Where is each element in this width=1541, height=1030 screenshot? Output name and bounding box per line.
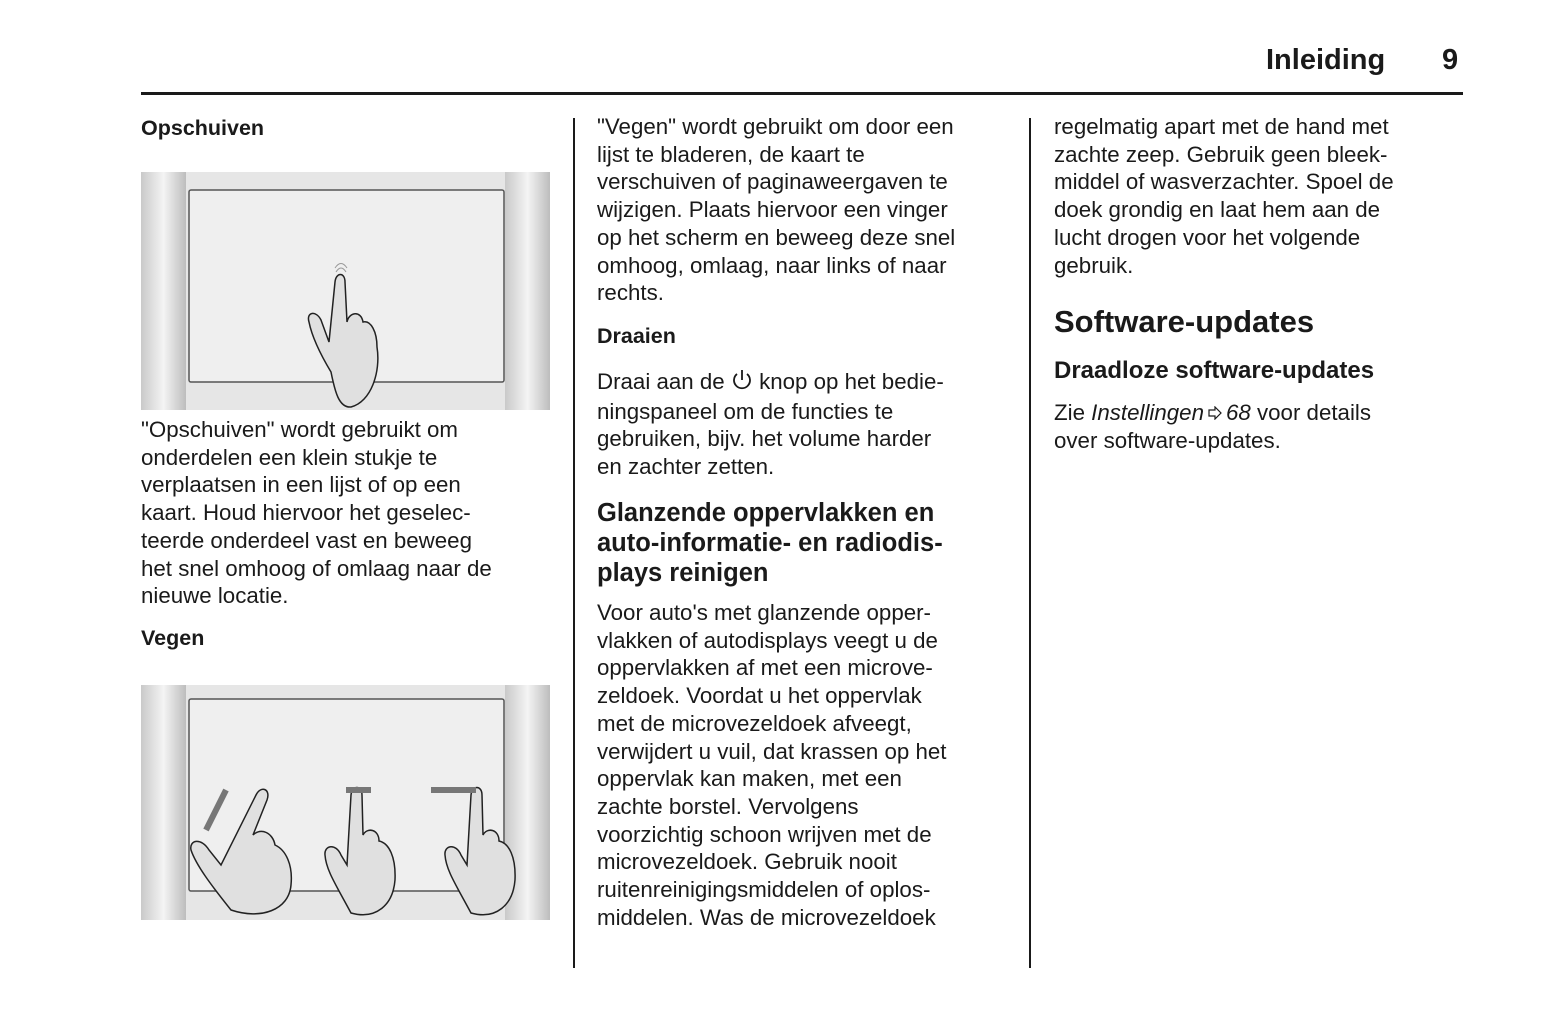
xref-link-instellingen[interactable]: Instellingen (1091, 400, 1204, 425)
text-line: gebruik. (1054, 252, 1134, 278)
arrow-right-icon (1208, 399, 1222, 427)
text: Zie (1054, 400, 1092, 425)
text-line: vlakken of autodisplays veegt u de (597, 627, 938, 653)
text-line: gebruiken, bijv. het volume harder (597, 426, 932, 452)
text-line: het snel omhoog of omlaag naar de (141, 555, 492, 581)
heading-draadloze: Draadloze software-updates (1054, 357, 1375, 384)
paragraph-opschuiven (141, 416, 492, 610)
text-line: rechts. (597, 280, 664, 306)
header-rule (141, 92, 1463, 95)
heading-glanzende (597, 498, 943, 588)
page-number: 9 (1442, 44, 1459, 76)
heading-opschuiven: Opschuiven (141, 116, 265, 140)
text-line: microvezeldoek. Gebruik nooit (597, 849, 897, 875)
text-line: nieuwe locatie. (141, 583, 289, 609)
text-line: verschuiven of paginaweergaven te (597, 169, 948, 195)
paragraph-vegen (597, 113, 955, 307)
text-line: plays reinigen (597, 559, 769, 587)
text-line: regelmatig apart met de hand met (1054, 114, 1389, 139)
text-line: op het scherm en beweeg deze snel (597, 224, 956, 250)
paragraph-draaien (597, 368, 944, 481)
text-line: Voor auto's met glanzende opper- (597, 600, 931, 625)
text-line: "Vegen" wordt gebruikt om door een (597, 114, 954, 139)
text-line: omhoog, omlaag, naar links of naar (597, 252, 947, 278)
text-line: ruitenreinigingsmiddelen of oplos- (597, 877, 931, 903)
text: over software-updates. (1054, 427, 1281, 453)
text-line: middelen. Was de microvezeldoek (597, 904, 936, 930)
text-line: onderdelen een klein stukje te (141, 444, 438, 470)
text-line: middel of wasverzachter. Spoel de (1054, 169, 1394, 195)
text-line: Glanzende oppervlakken en (597, 499, 935, 527)
xref-page[interactable]: 68 (1225, 400, 1251, 425)
illustration-opschuiven (141, 172, 550, 410)
text-line: teerde onderdeel vast en beweeg (141, 527, 472, 553)
text-line: lucht drogen voor het volgende (1054, 224, 1361, 250)
text-line: voorzichtig schoon wrijven met de (597, 821, 932, 847)
text: voor details (1250, 400, 1372, 425)
text-line: met de microvezeldoek afveegt, (597, 710, 912, 736)
heading-draaien: Draaien (597, 324, 676, 348)
text-line: oppervlak kan maken, met een (597, 766, 902, 792)
text-line: lijst te bladeren, de kaart te (597, 141, 865, 167)
text-line: zachte borstel. Vervolgens (597, 793, 859, 819)
text-line: "Opschuiven" wordt gebruikt om (141, 417, 458, 442)
text-line: oppervlakken af met een microve- (597, 655, 933, 681)
text: Draai aan de (597, 369, 731, 394)
column-divider (573, 118, 575, 968)
text (597, 398, 944, 481)
text-line: verplaatsen in een lijst of op een (141, 472, 461, 498)
text-line: auto-informatie- en radiodis- (597, 529, 943, 557)
heading-vegen: Vegen (141, 626, 205, 650)
paragraph-glanzende (597, 599, 947, 931)
power-icon (731, 369, 753, 398)
column-divider (1029, 118, 1031, 968)
section-title: Inleiding (1266, 44, 1386, 76)
text: knop op het bedie- (752, 369, 944, 394)
paragraph-continued (1054, 113, 1394, 279)
text-line: zeldoek. Voordat u het oppervlak (597, 683, 922, 709)
paragraph-zie (1054, 399, 1371, 454)
text-line: zachte zeep. Gebruik geen bleek- (1054, 141, 1388, 167)
text-line: verwijdert u vuil, dat krassen op het (597, 738, 947, 764)
text-line: kaart. Houd hiervoor het geselec- (141, 500, 471, 526)
illustration-vegen (141, 685, 550, 923)
text-line: en zachter zetten. (597, 454, 775, 480)
text-line: wijzigen. Plaats hiervoor een vinger (597, 197, 948, 223)
text-line: doek grondig en laat hem aan de (1054, 197, 1381, 223)
heading-software-updates: Software-updates (1054, 304, 1315, 339)
text-line: ningspaneel om de functies te (597, 398, 894, 424)
